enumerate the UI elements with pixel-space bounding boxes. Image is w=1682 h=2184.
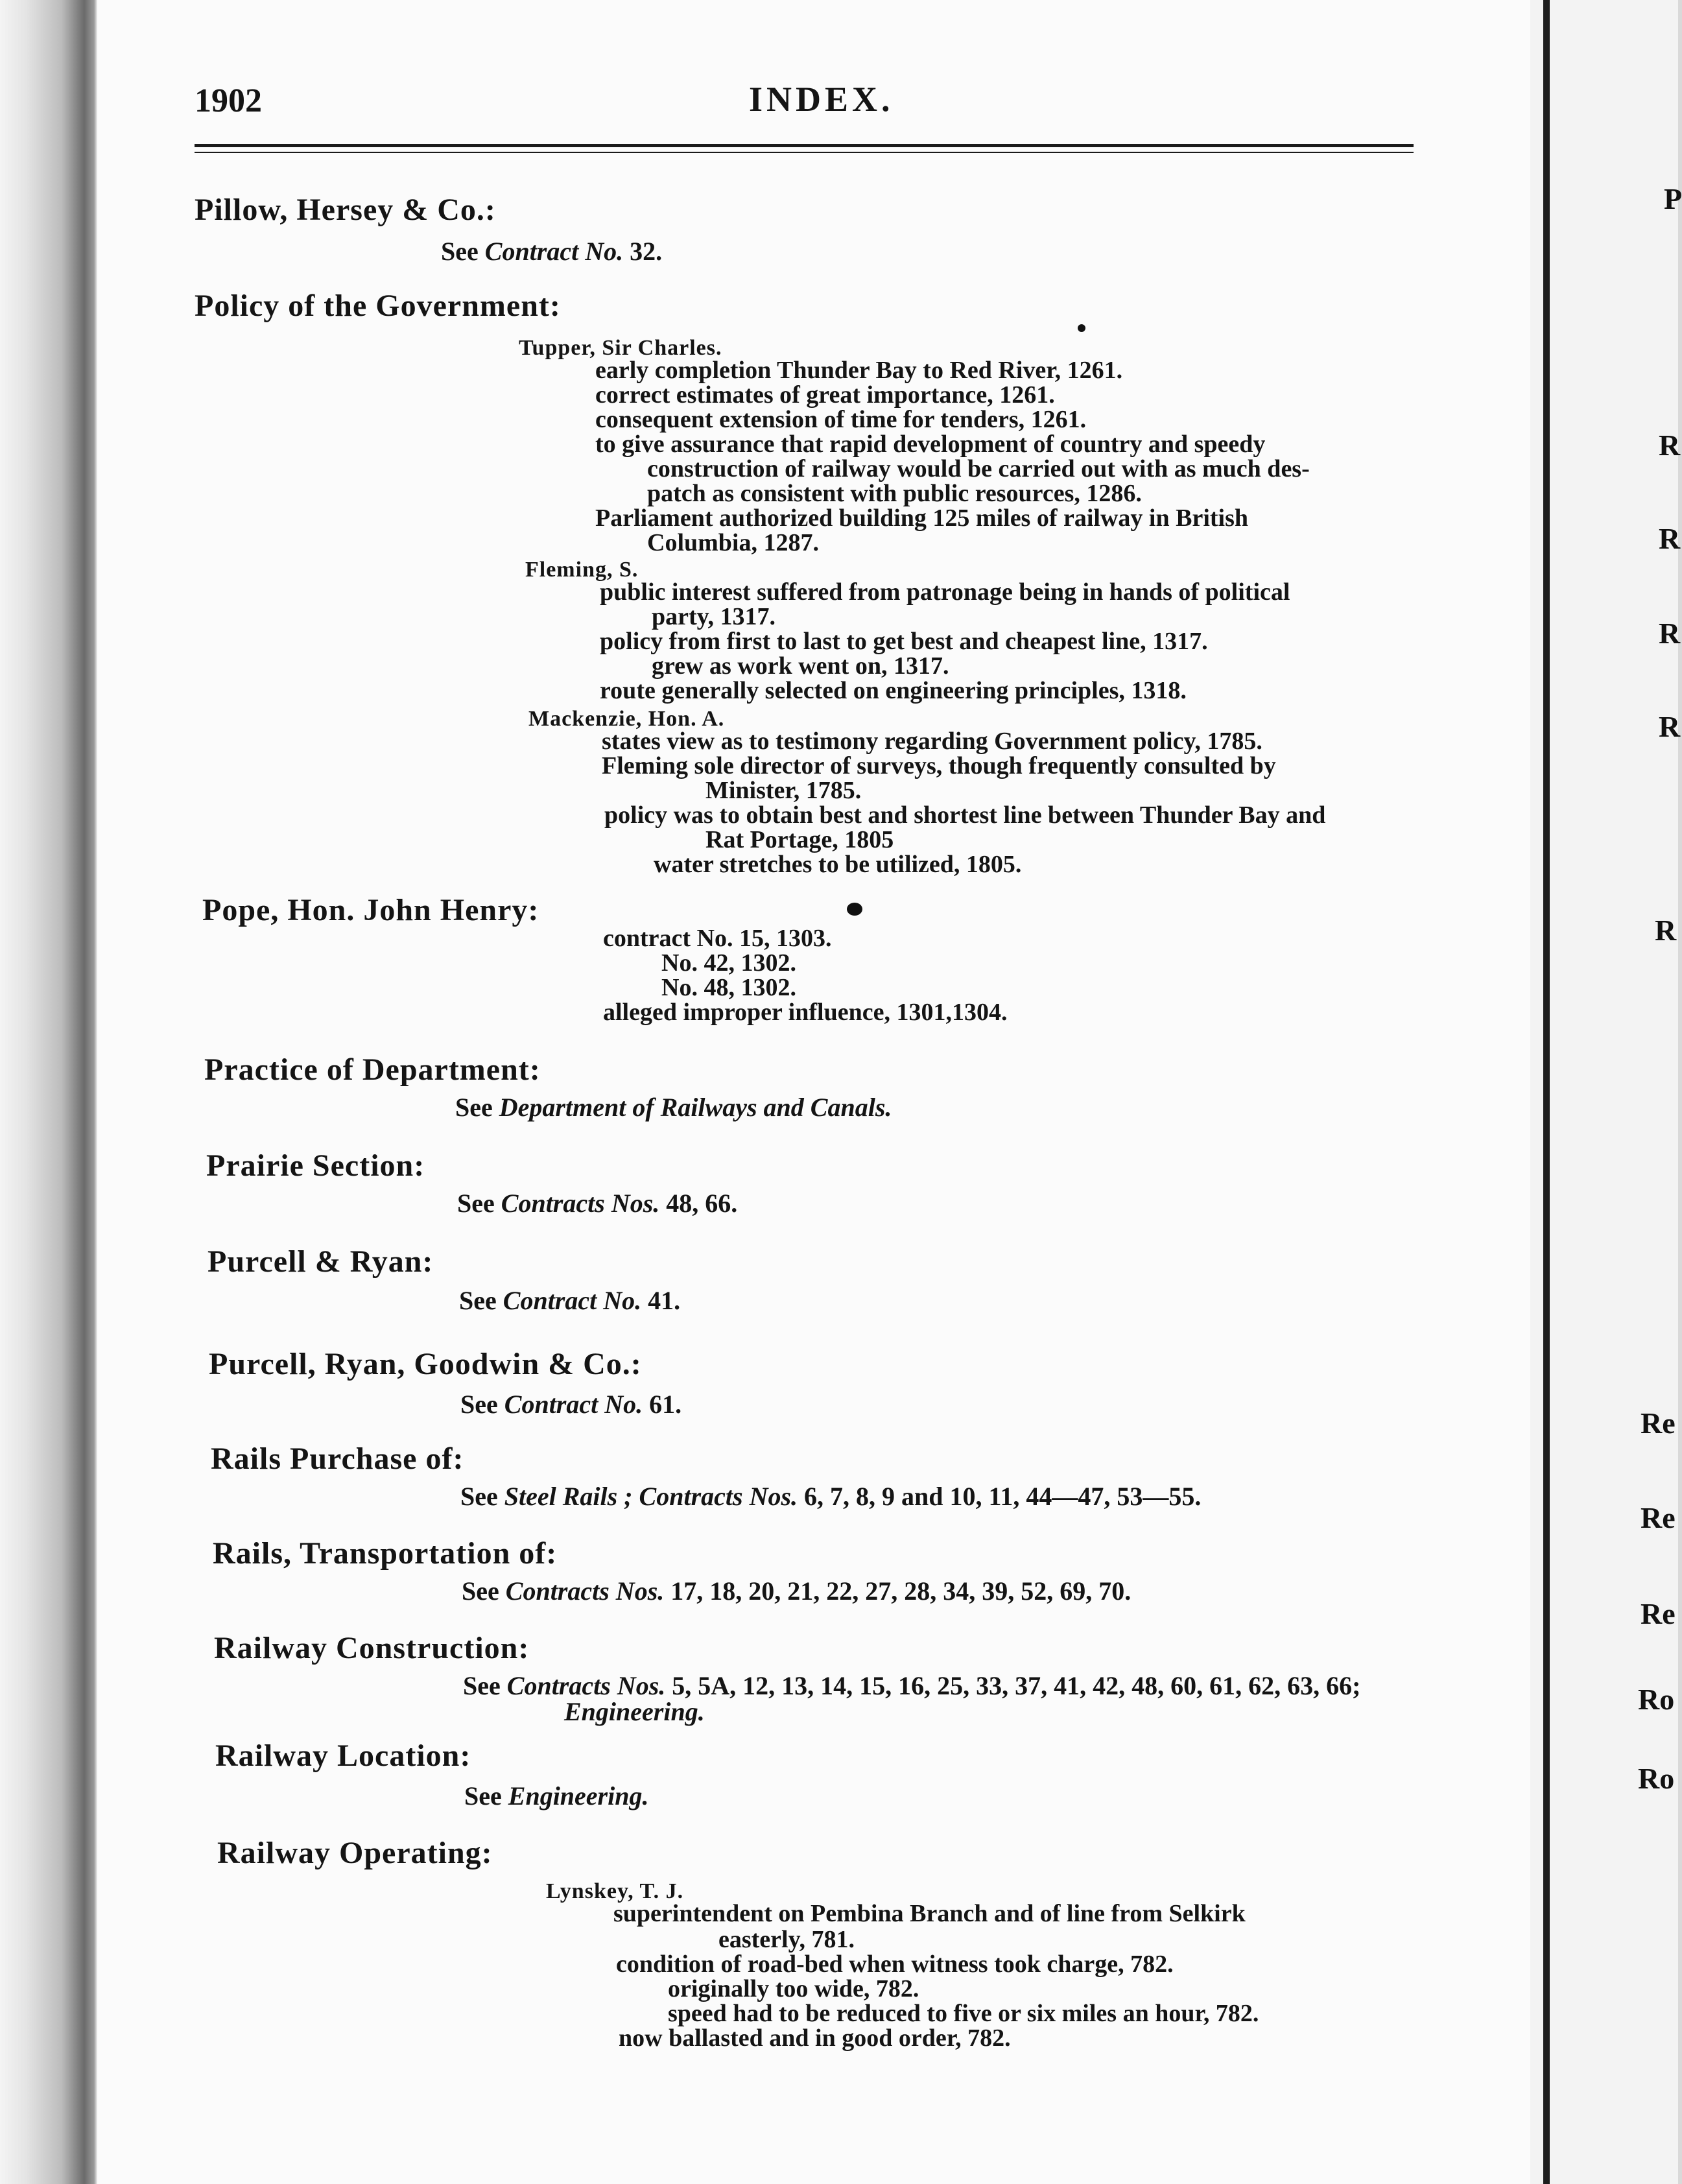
see-reference: See Steel Rails ; Contracts Nos. 6, 7, 8, 9 and 10, 11, 44—47, 53—55. [460, 1482, 1202, 1511]
facing-page-letter: Re [1641, 1501, 1676, 1534]
testimony-line: water stretches to be utilized, 1805. [654, 851, 1022, 878]
header-rule [195, 144, 1414, 147]
facing-page-letter: Ro [1638, 1683, 1675, 1716]
entry-heading: Railway Operating: [217, 1836, 493, 1870]
facing-page-letter: R [1655, 914, 1677, 947]
see-reference: See Contracts Nos. 17, 18, 20, 21, 22, 27, 28, 34, 39, 52, 69, 70. [462, 1576, 1131, 1606]
testimony-line: policy from first to last to get best and cheapest line, 1317. [600, 628, 1208, 655]
testimony-line: states view as to testimony regarding Government policy, 1785. [602, 728, 1262, 755]
witness-name: Tupper, Sir Charles. [519, 336, 722, 360]
header-rule-thin [195, 152, 1414, 153]
see-reference: See Contracts Nos. 5, 5A, 12, 13, 14, 15, 16, 25, 33, 37, 41, 42, 48, 60, 61, 62, 63, 66; [463, 1671, 1361, 1700]
page-title: INDEX. [749, 80, 894, 119]
testimony-line: to give assurance that rapid development of country and speedy [595, 431, 1266, 458]
testimony-line: party, 1317. [652, 603, 776, 630]
see-reference: See Department of Railways and Canals. [455, 1093, 892, 1122]
testimony-line: superintendent on Pembina Branch and of line from Selkirk [613, 1900, 1246, 1927]
facing-page-letter: P [1664, 182, 1682, 215]
see-reference: See Engineering. [464, 1781, 649, 1810]
entry-heading: Pope, Hon. John Henry: [202, 893, 539, 927]
see-reference: See Contract No. 41. [459, 1286, 681, 1315]
facing-page-letter: R [1659, 522, 1681, 555]
scan-binding-edge [0, 0, 97, 2184]
testimony-line: speed had to be reduced to five or six miles an hour, 782. [668, 2000, 1259, 2027]
see-reference: See Contract No. 61. [460, 1390, 682, 1419]
testimony-line: patch as consistent with public resources, 1286. [647, 480, 1142, 507]
testimony-line: grew as work went on, 1317. [652, 652, 949, 680]
entry-heading: Rails Purchase of: [211, 1442, 464, 1476]
testimony-line: easterly, 781. [718, 1926, 855, 1953]
testimony-line: alleged improper influence, 1301,1304. [603, 999, 1008, 1026]
facing-page-letter: Ro [1638, 1762, 1675, 1795]
facing-page-letter: R [1659, 710, 1681, 743]
testimony-line: early completion Thunder Bay to Red River, 1261. [595, 357, 1123, 384]
entry-heading: Rails, Transportation of: [213, 1536, 558, 1571]
testimony-line: now ballasted and in good order, 782. [619, 2024, 1011, 2052]
testimony-line: Columbia, 1287. [647, 529, 819, 556]
facing-page-letter: Re [1641, 1597, 1676, 1630]
testimony-line: correct estimates of great importance, 1261. [595, 381, 1055, 409]
witness-name: Lynskey, T. J. [546, 1879, 684, 1903]
facing-page-strip [1530, 0, 1681, 2184]
witness-name: Fleming, S. [525, 558, 639, 582]
entry-heading: Policy of the Government: [195, 289, 561, 323]
facing-page-letter: R [1659, 429, 1681, 462]
testimony-line: Rat Portage, 1805 [705, 826, 894, 853]
testimony-line: condition of road-bed when witness took charge, 782. [616, 1951, 1174, 1978]
facing-page-letter: R [1659, 617, 1681, 650]
entry-heading: Railway Location: [215, 1739, 471, 1773]
testimony-line: No. 48, 1302. [661, 974, 796, 1001]
page-gutter [1543, 0, 1550, 2184]
see-reference: See Contract No. 32. [441, 237, 663, 266]
testimony-line: consequent extension of time for tenders, 1261. [595, 406, 1087, 433]
testimony-line: No. 42, 1302. [661, 949, 796, 977]
testimony-line: contract No. 15, 1303. [603, 925, 832, 952]
facing-page-letter: Re [1641, 1407, 1676, 1440]
testimony-line: public interest suffered from patronage being in hands of political [600, 578, 1290, 606]
entry-heading: Railway Construction: [214, 1631, 530, 1665]
testimony-line: route generally selected on engineering principles, 1318. [600, 677, 1187, 704]
testimony-line: Fleming sole director of surveys, though frequently consulted by [602, 752, 1276, 779]
testimony-line: originally too wide, 782. [668, 1975, 919, 2002]
testimony-line: Minister, 1785. [705, 777, 862, 804]
testimony-line: construction of railway would be carried out with as much des- [647, 455, 1310, 482]
ink-speck [1078, 324, 1085, 332]
see-reference-continuation: Engineering. [564, 1697, 705, 1726]
page-number: 1902 [195, 82, 262, 119]
entry-heading: Purcell & Ryan: [207, 1244, 434, 1279]
entry-heading: Prairie Section: [206, 1148, 425, 1183]
testimony-line: Parliament authorized building 125 miles of railway in British [595, 504, 1249, 532]
ink-blot [847, 903, 862, 916]
entry-heading: Practice of Department: [204, 1052, 541, 1087]
witness-name: Mackenzie, Hon. A. [528, 707, 725, 731]
entry-heading: Purcell, Ryan, Goodwin & Co.: [209, 1347, 642, 1381]
testimony-line: policy was to obtain best and shortest line between Thunder Bay and [604, 801, 1326, 829]
entry-heading: Pillow, Hersey & Co.: [195, 193, 496, 227]
see-reference: See Contracts Nos. 48, 66. [457, 1189, 738, 1218]
